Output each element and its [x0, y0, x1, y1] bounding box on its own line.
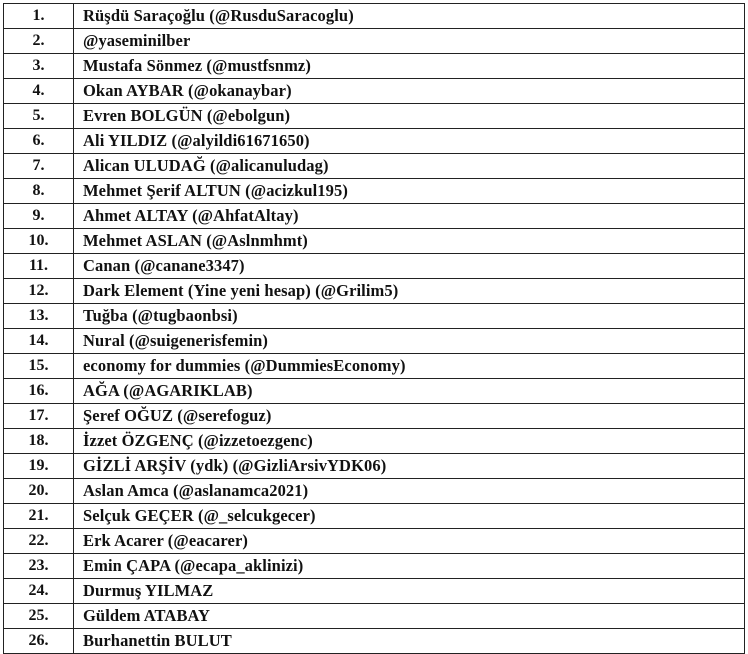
- row-number: 3.: [4, 54, 74, 79]
- table-row: [4, 529, 745, 554]
- table-row: [4, 4, 745, 29]
- table-row: [4, 479, 745, 504]
- row-name: economy for dummies (@DummiesEconomy): [74, 354, 745, 379]
- table-row: [4, 154, 745, 179]
- table-row: [4, 504, 745, 529]
- row-name: AĞA (@AGARIKLAB): [74, 379, 745, 404]
- row-name: Canan (@canane3347): [74, 254, 745, 279]
- row-number: 13.: [4, 304, 74, 329]
- table-row: [4, 29, 745, 54]
- row-number: 19.: [4, 454, 74, 479]
- table-row: [4, 104, 745, 129]
- row-name: @yaseminilber: [74, 29, 745, 54]
- row-name: İzzet ÖZGENÇ (@izzetoezgenc): [74, 429, 745, 454]
- table-row: [4, 204, 745, 229]
- row-name: Şeref OĞUZ (@serefoguz): [74, 404, 745, 429]
- row-number: 21.: [4, 504, 74, 529]
- table-row: [4, 229, 745, 254]
- table-row: [4, 629, 745, 654]
- row-number: 2.: [4, 29, 74, 54]
- row-name: Mustafa Sönmez (@mustfsnmz): [74, 54, 745, 79]
- row-number: 15.: [4, 354, 74, 379]
- row-number: 6.: [4, 129, 74, 154]
- row-name: Tuğba (@tugbaonbsi): [74, 304, 745, 329]
- table-row: [4, 129, 745, 154]
- row-number: 11.: [4, 254, 74, 279]
- row-number: 18.: [4, 429, 74, 454]
- row-name: Mehmet ASLAN (@Aslnmhmt): [74, 229, 745, 254]
- row-name: Ahmet ALTAY (@AhfatAltay): [74, 204, 745, 229]
- table-row: [4, 379, 745, 404]
- row-name: Burhanettin BULUT: [74, 629, 745, 654]
- row-name: Durmuş YILMAZ: [74, 579, 745, 604]
- table-row: [4, 304, 745, 329]
- table-row: [4, 604, 745, 629]
- row-name: Güldem ATABAY: [74, 604, 745, 629]
- table-row: [4, 79, 745, 104]
- row-number: 7.: [4, 154, 74, 179]
- table-row: [4, 404, 745, 429]
- row-name: Alican ULUDAĞ (@alicanuludag): [74, 154, 745, 179]
- table-body: [4, 4, 745, 654]
- table-row: [4, 254, 745, 279]
- row-name: Erk Acarer (@eacarer): [74, 529, 745, 554]
- names-table: [3, 3, 745, 654]
- row-name: Evren BOLGÜN (@ebolgun): [74, 104, 745, 129]
- row-number: 1.: [4, 4, 74, 29]
- row-number: 14.: [4, 329, 74, 354]
- row-number: 4.: [4, 79, 74, 104]
- row-number: 22.: [4, 529, 74, 554]
- row-number: 8.: [4, 179, 74, 204]
- table-row: [4, 454, 745, 479]
- table-row: [4, 554, 745, 579]
- row-number: 20.: [4, 479, 74, 504]
- table-row: [4, 54, 745, 79]
- row-number: 5.: [4, 104, 74, 129]
- table-row: [4, 179, 745, 204]
- row-number: 9.: [4, 204, 74, 229]
- row-name: Selçuk GEÇER (@_selcukgecer): [74, 504, 745, 529]
- row-name: Mehmet Şerif ALTUN (@acizkul195): [74, 179, 745, 204]
- table-row: [4, 279, 745, 304]
- row-number: 17.: [4, 404, 74, 429]
- table-row: [4, 579, 745, 604]
- row-number: 10.: [4, 229, 74, 254]
- row-number: 23.: [4, 554, 74, 579]
- row-name: Okan AYBAR (@okanaybar): [74, 79, 745, 104]
- row-number: 24.: [4, 579, 74, 604]
- table-row: [4, 354, 745, 379]
- row-number: 26.: [4, 629, 74, 654]
- row-name: Aslan Amca (@aslanamca2021): [74, 479, 745, 504]
- row-name: Rüşdü Saraçoğlu (@RusduSaracoglu): [74, 4, 745, 29]
- row-number: 12.: [4, 279, 74, 304]
- table-row: [4, 429, 745, 454]
- table-row: [4, 329, 745, 354]
- row-name: GİZLİ ARŞİV (ydk) (@GizliArsivYDK06): [74, 454, 745, 479]
- row-number: 16.: [4, 379, 74, 404]
- row-name: Emin ÇAPA (@ecapa_aklinizi): [74, 554, 745, 579]
- row-name: Ali YILDIZ (@alyildi61671650): [74, 129, 745, 154]
- row-name: Nural (@suigenerisfemin): [74, 329, 745, 354]
- row-name: Dark Element (Yine yeni hesap) (@Grilim5): [74, 279, 745, 304]
- row-number: 25.: [4, 604, 74, 629]
